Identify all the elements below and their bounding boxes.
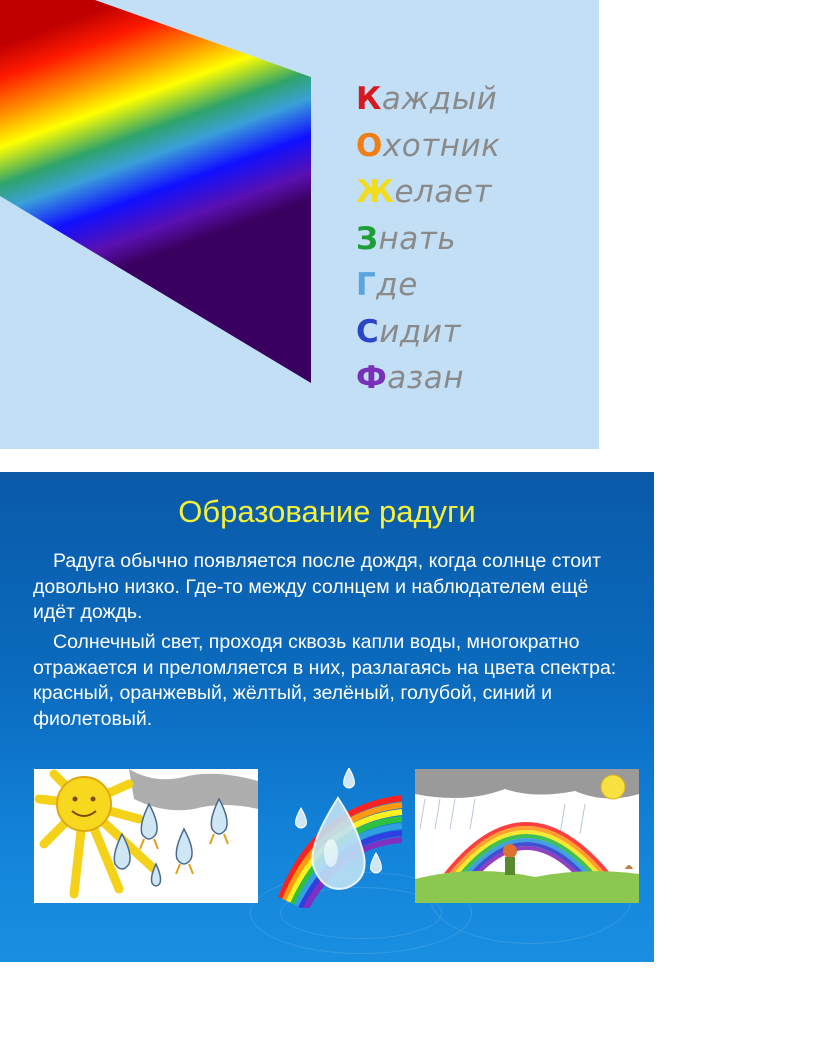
mnemonic-initial: З (356, 220, 379, 257)
mnemonic-word-rest: азан (387, 360, 464, 396)
mnemonic-initial: Ф (356, 360, 388, 396)
mnemonic-initial: К (356, 81, 382, 117)
mnemonic-line-lightblue (356, 263, 500, 310)
mnemonic-line-green (356, 217, 500, 264)
sun-and-raindrops-picture (34, 769, 258, 903)
mnemonic-word-rest: де (376, 267, 418, 303)
mnemonic-line-orange (356, 124, 500, 171)
mnemonic-initial: Г (356, 267, 377, 303)
mnemonic-initial: Ж (356, 174, 395, 210)
mnemonic-word-rest: хотник (382, 127, 501, 164)
slide-title: Образование радуги (178, 494, 476, 529)
rainbow-formation-slide (0, 472, 654, 962)
mnemonic-line-blue (356, 310, 500, 357)
spectrum-beam-illustration (0, 0, 599, 449)
mnemonic-line-violet (356, 356, 500, 403)
mnemonic-line-yellow (356, 170, 500, 217)
mnemonic-word-rest: аждый (381, 81, 498, 117)
mnemonic-initial: О (356, 127, 383, 164)
paragraph-light-refraction: Солнечный свет, проходя сквозь капли воды, многократно отражается и преломляется в них, разлагаясь на цвета спектра: красный, оранжевый, жёлтый, зелёный, голубой, синий и фиолетовый. (33, 631, 617, 730)
rainbow-landscape-picture (415, 769, 639, 903)
rainbow-mnemonic-list (356, 77, 500, 403)
mnemonic-initial: С (356, 313, 380, 350)
mnemonic-word-rest: нать (378, 220, 457, 257)
mnemonic-line-red (356, 77, 500, 124)
paragraph-rain-conditions: Радуга обычно появляется после дождя, когда солнце стоит довольно низко. Где-то между солнцем и наблюдателем ещё идёт дождь. (33, 550, 601, 623)
mnemonic-word-rest: идит (379, 313, 462, 350)
rainbow-mnemonic-slide (0, 0, 599, 449)
mnemonic-word-rest: елает (394, 174, 492, 210)
droplet-rainbow-picture (276, 768, 404, 908)
